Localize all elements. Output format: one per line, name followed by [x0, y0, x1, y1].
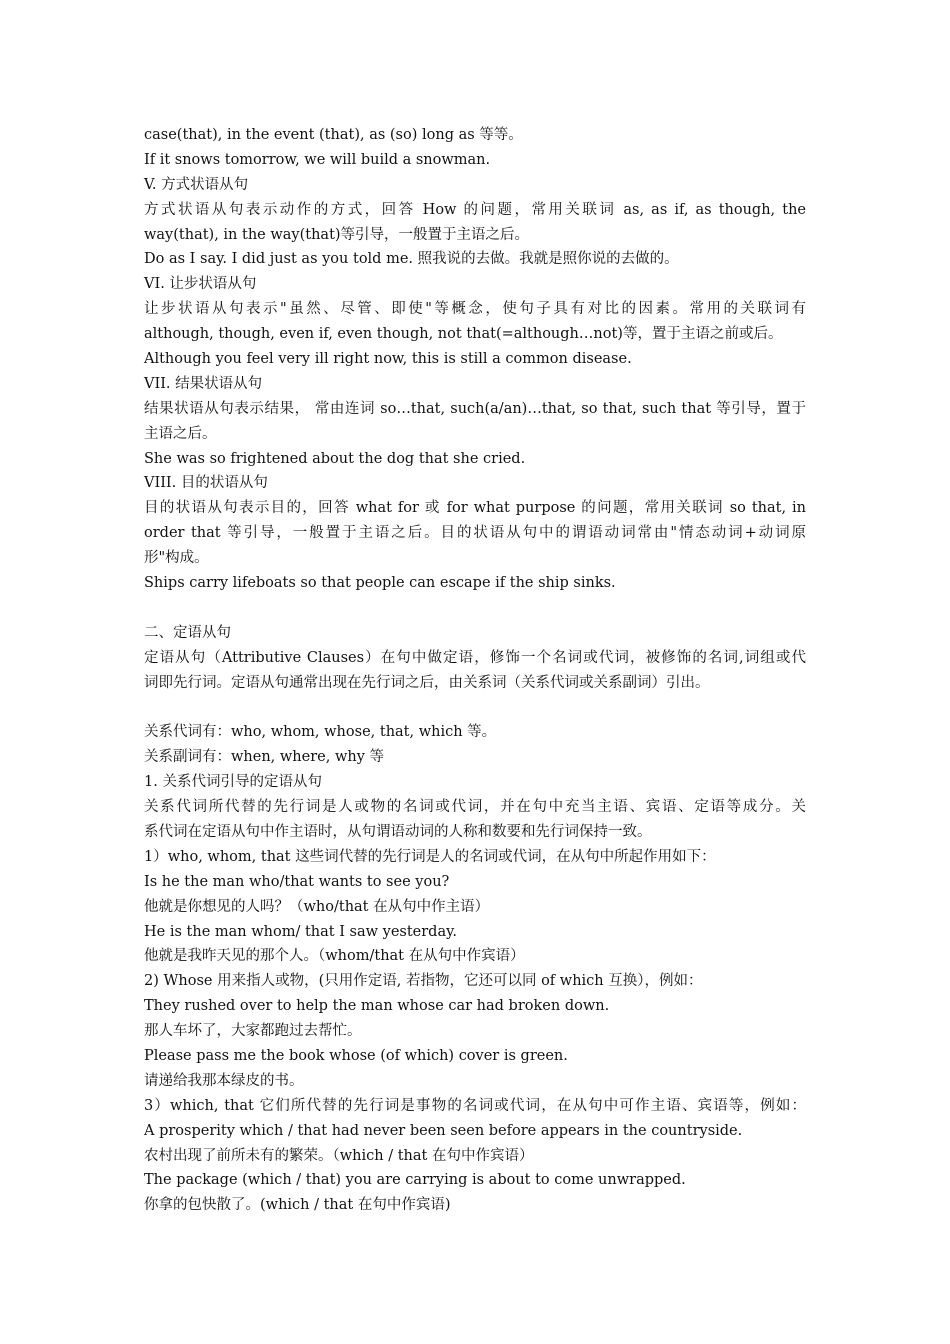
example-sentence: Do as I say. I did just as you told me. 照我说的去做。我就是照你说的去做的。 — [144, 251, 679, 268]
paragraph-line: 关系代词所代替的先行词是人或物的名词或代词，并在句中充当主语、宾语、定语等成分。关 — [144, 799, 806, 816]
example-sentence: The package (which / that) you are carrying is about to come unwrapped. — [144, 1172, 686, 1189]
example-sentence: Is he the man who/that wants to see you? — [144, 873, 450, 890]
example-sentence: If it snows tomorrow, we will build a snowman. — [144, 151, 491, 168]
example-sentence: Please pass me the book whose (of which) cover is green. — [144, 1047, 568, 1064]
paragraph-line: 目的状语从句表示目的，回答 what for 或 for what purpose 的问题，常用关联词 so that, in — [144, 500, 806, 517]
example-translation: 农村出现了前所未有的繁荣。（which / that 在句中作宾语） — [144, 1147, 534, 1164]
example-sentence: She was so frightened about the dog that she cried. — [144, 450, 526, 467]
section-heading: V. 方式状语从句 — [144, 176, 249, 193]
paragraph-line: way(that), in the way(that)等引导，一般置于主语之后。 — [144, 226, 530, 243]
example-sentence: Ships carry lifeboats so that people can escape if the ship sinks. — [144, 575, 616, 592]
subsection-heading: 1. 关系代词引导的定语从句 — [144, 774, 322, 791]
paragraph-line: 方式状语从句表示动作的方式，回答 How 的问题，常用关联词 as, as if, as though, the — [144, 201, 806, 218]
section-heading: VI. 让步状语从句 — [144, 276, 257, 293]
paragraph-line: 系代词在定语从句中作主语时，从句谓语动词的人称和数要和先行词保持一致。 — [144, 823, 652, 840]
paragraph-line: 形"构成。 — [144, 550, 209, 567]
blank-line — [144, 596, 806, 621]
paragraph-line: 词即先行词。定语从句通常出现在先行词之后，由关系词（关系代词或关系副词）引出。 — [144, 674, 710, 691]
example-translation: 请递给我那本绿皮的书。 — [144, 1072, 304, 1089]
paragraph-line: although, though, even if, even though, not that(=although…not)等，置于主语之前或后。 — [144, 326, 783, 343]
paragraph-line: 让步状语从句表示"虽然、尽管、即使"等概念，使句子具有对比的因素。常用的关联词有 — [144, 301, 806, 318]
paragraph-line: 主语之后。 — [144, 425, 217, 442]
paragraph-line: 定语从句（Attributive Clauses）在句中做定语，修饰一个名词或代词，被修饰的名词,词组或代 — [144, 649, 806, 666]
section-heading: VIII. 目的状语从句 — [144, 475, 268, 492]
example-translation: 他就是你想见的人吗？（who/that 在从句中作主语） — [144, 898, 490, 915]
paragraph-line: 结果状语从句表示结果， 常由连词 so…that, such(a/an)…that, so that, such that 等引导，置于 — [144, 400, 806, 417]
text-line: 2) Whose 用来指人或物，(只用作定语, 若指物，它还可以同 of which 互换），例如： — [144, 973, 703, 990]
example-translation: 他就是我昨天见的那个人。（whom/that 在从句中作宾语） — [144, 948, 525, 965]
example-sentence: Although you feel very ill right now, this is still a common disease. — [144, 351, 632, 368]
example-sentence: They rushed over to help the man whose car had broken down. — [144, 998, 610, 1015]
example-sentence: He is the man whom/ that I saw yesterday. — [144, 923, 457, 940]
blank-line — [144, 695, 806, 720]
text-line: 关系副词有：when, where, why 等 — [144, 749, 384, 766]
paragraph-line: order that 等引导，一般置于主语之后。目的状语从句中的谓语动词常由"情态动词+动词原 — [144, 525, 806, 542]
example-sentence: A prosperity which / that had never been seen before appears in the countryside. — [144, 1122, 743, 1139]
text-line: case(that), in the event (that), as (so) long as 等等。 — [144, 127, 523, 143]
text-line: 关系代词有：who, whom, whose, that, which 等。 — [144, 724, 497, 741]
document-page — [144, 123, 806, 1218]
example-translation: 你拿的包快散了。(which / that 在句中作宾语) — [144, 1197, 451, 1214]
example-translation: 那人车坏了，大家都跑过去帮忙。 — [144, 1023, 362, 1040]
section-heading: VII. 结果状语从句 — [144, 375, 263, 392]
section-heading: 二、定语从句 — [144, 624, 231, 641]
text-line: 1）who, whom, that 这些词代替的先行词是人的名词或代词，在从句中所起作用如下： — [144, 848, 716, 865]
text-line: 3）which, that 它们所代替的先行词是事物的名词或代词，在从句中可作主语、宾语等，例如： — [144, 1097, 806, 1114]
